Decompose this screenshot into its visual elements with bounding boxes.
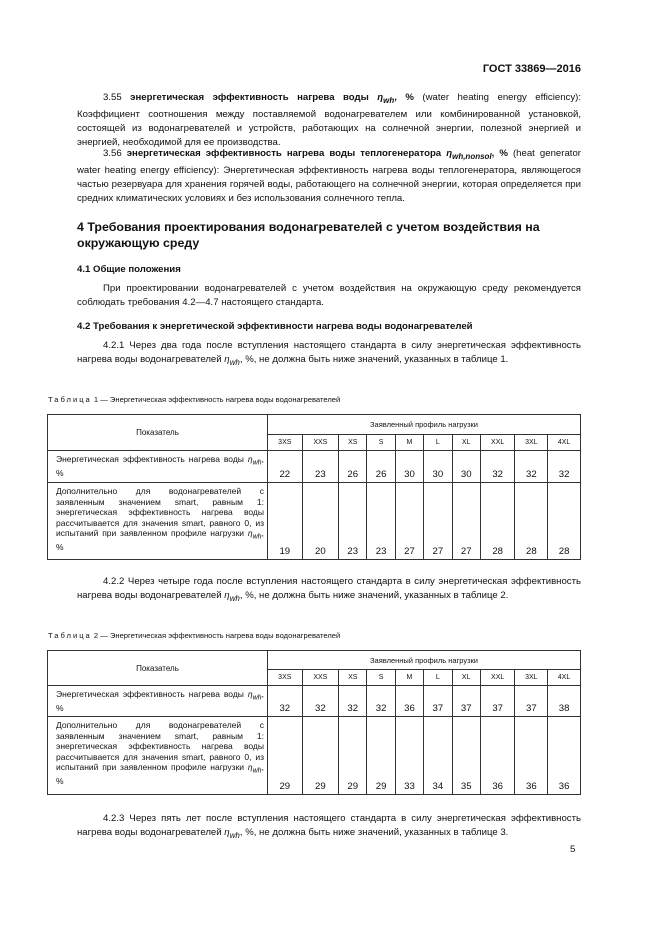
value-cell: 37 (424, 686, 452, 717)
value-cell: 19 (268, 483, 303, 560)
value-cell: 23 (302, 451, 338, 483)
table-1 (47, 414, 581, 560)
value-cell: 32 (367, 686, 395, 717)
value-cell: 37 (515, 686, 548, 717)
profile-cell: XL (452, 435, 480, 451)
profile-cell: XXL (480, 670, 515, 686)
definition-3-55 (77, 91, 581, 150)
value-cell: 28 (548, 483, 581, 560)
value-cell: 22 (268, 451, 303, 483)
table-row (48, 483, 581, 560)
section-4-1-text: При проектировании водонагревателей с учетом воздействия на окружающую среду рекомендуется соблюдать требования 4.2—4.7 настоящего стандарта. (77, 283, 581, 308)
profile-cell: 3XL (515, 670, 548, 686)
table-1-caption: Таблица 1 — Энергетическая эффективность нагрева воды водонагревателей (48, 395, 341, 404)
value-cell: 37 (480, 686, 515, 717)
profile-cell: M (395, 435, 423, 451)
value-cell: 36 (515, 717, 548, 795)
value-cell: 29 (367, 717, 395, 795)
value-cell: 29 (302, 717, 338, 795)
profile-header: Заявленный профиль нагрузки (268, 415, 581, 435)
profile-cell: XL (452, 670, 480, 686)
row-label: Дополнительно для водонагревателей с заявленным значением smart, равным 1: энергетическая эффективность нагрева воды рассчитывается для значения smart, равного 0, из испытаний при заявленном профиле нагрузки $\eta_{wh}$, % (48, 717, 268, 795)
clause-number: 3.55 (103, 92, 122, 103)
table-row (48, 451, 581, 483)
clause-number: 3.56 (103, 148, 122, 159)
value-cell: 23 (339, 483, 367, 560)
value-cell: 36 (548, 717, 581, 795)
value-cell: 27 (395, 483, 423, 560)
value-cell: 32 (302, 686, 338, 717)
profile-cell: XXL (480, 435, 515, 451)
value-cell: 28 (480, 483, 515, 560)
profile-cell: M (395, 670, 423, 686)
indicator-header: Показатель (48, 651, 268, 686)
profile-header: Заявленный профиль нагрузки (268, 651, 581, 670)
definition-3-56 (77, 147, 581, 206)
paragraph-4-2-3: 4.2.3 Через пять лет после вступления настоящего стандарта в силу энергетическая эффективность нагрева воды водонагревателей $\eta_{wh}$, %, не должна быть ниже значений, указанных в таблице 3. (77, 813, 581, 840)
definition-text: (heat generator water heating energy efficiency): Энергетическая эффективность нагрева воды теплогенератора, являющегося частью резервуара для хранения горячей воды, работающего на солнечной энергии, которая определяется при средних климатических условиях и без использования солнечного тепла. (77, 148, 581, 204)
value-cell: 30 (424, 451, 452, 483)
paragraph-4-2-1: 4.2.1 Через два года после вступления настоящего стандарта в силу энергетическая эффективность нагрева воды водонагревателей $\eta_{wh}$, %, не должна быть ниже значений, указанных в таблице 1. (77, 340, 581, 367)
table-2-caption: Таблица 2 — Энергетическая эффективность нагрева воды водонагревателей (48, 631, 341, 640)
document-header: ГОСТ 33869—2016 (482, 63, 581, 75)
value-cell: 26 (367, 451, 395, 483)
profile-cell: 3XS (268, 670, 303, 686)
indicator-header: Показатель (48, 415, 268, 451)
profile-cell: XS (339, 435, 367, 451)
value-cell: 35 (452, 717, 480, 795)
table-row (48, 686, 581, 717)
value-cell: 38 (548, 686, 581, 717)
row-label: Энергетическая эффективность нагрева воды $\eta_{wh}$, % (48, 451, 268, 483)
profile-cell: 3XS (268, 435, 303, 451)
value-cell: 28 (515, 483, 548, 560)
profile-cell: 4XL (548, 670, 581, 686)
table-row (48, 717, 581, 795)
value-cell: 27 (424, 483, 452, 560)
section-4-1-title: 4.1 Общие положения (77, 264, 181, 275)
value-cell: 37 (452, 686, 480, 717)
value-cell: 27 (452, 483, 480, 560)
value-cell: 20 (302, 483, 338, 560)
value-cell: 23 (367, 483, 395, 560)
value-cell: 26 (339, 451, 367, 483)
value-cell: 30 (395, 451, 423, 483)
profile-cell: 4XL (548, 435, 581, 451)
value-cell: 32 (339, 686, 367, 717)
profile-cell: S (367, 435, 395, 451)
profile-cell: XXS (302, 670, 338, 686)
profile-cell: 3XL (515, 435, 548, 451)
profile-cell: L (424, 670, 452, 686)
value-cell: 32 (548, 451, 581, 483)
value-cell: 36 (395, 686, 423, 717)
value-cell: 29 (339, 717, 367, 795)
value-cell: 30 (452, 451, 480, 483)
profile-cell: XS (339, 670, 367, 686)
value-cell: 32 (515, 451, 548, 483)
profile-cell: L (424, 435, 452, 451)
profile-cell: XXS (302, 435, 338, 451)
row-label: Энергетическая эффективность нагрева воды $\eta_{wh}$, % (48, 686, 268, 717)
row-label: Дополнительно для водонагревателей с заявленным значением smart, равным 1: энергетическая эффективность нагрева воды рассчитывается для значения smart, равного 0, из испытаний при заявленном профиле нагрузки $\eta_{wh}$, % (48, 483, 268, 560)
value-cell: 34 (424, 717, 452, 795)
paragraph-4-2-2: 4.2.2 Через четыре года после вступления настоящего стандарта в силу энергетическая эффективность нагрева воды водонагревателей $\eta_{wh}$, %, не должна быть ниже значений, указанных в таблице 2. (77, 576, 581, 603)
value-cell: 32 (480, 451, 515, 483)
value-cell: 32 (268, 686, 303, 717)
value-cell: 33 (395, 717, 423, 795)
term: энергетическая эффективность нагрева воды $\eta_{wh}$, % (130, 92, 414, 105)
page-number: 5 (570, 844, 576, 855)
section-4-title: 4 Требования проектирования водонагревателей с учетом воздействия на окружающую среду (77, 220, 540, 250)
definition-text: (water heating energy efficiency): Коэффициент соотношения между поставляемой водонагревателем или комбинированной установкой, состоящей из водонагревателей и устройств, работающих на солнечной энергии, полезной энергией и энергией, необходимой для ее производства. (77, 92, 581, 148)
value-cell: 29 (268, 717, 303, 795)
profile-cell: S (367, 670, 395, 686)
section-4-2-title: 4.2 Требования к энергетической эффективности нагрева воды водонагревателей (77, 321, 473, 332)
value-cell: 36 (480, 717, 515, 795)
term: энергетическая эффективность нагрева воды теплогенератора $\eta_{wh,nonsol}$, % (126, 148, 508, 161)
table-2 (47, 650, 581, 795)
